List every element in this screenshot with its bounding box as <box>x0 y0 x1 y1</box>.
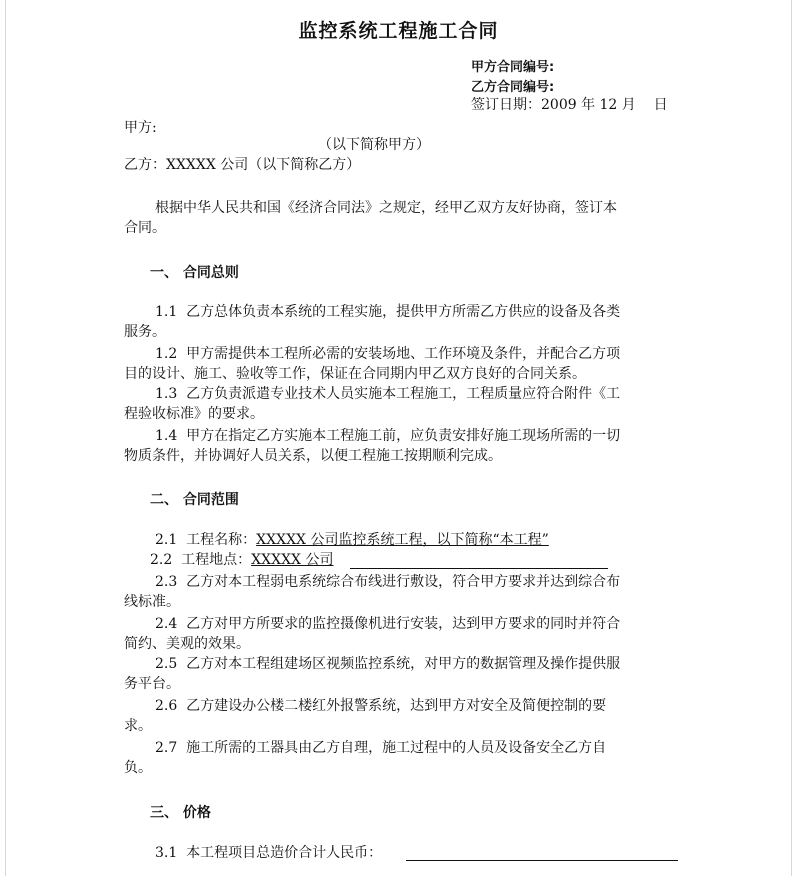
party-a-contract-no: 甲方合同编号: <box>471 60 555 75</box>
section-2-heading: 二、 合同范围 <box>150 492 239 508</box>
project-location-value: XXXXX 公司 <box>251 552 334 568</box>
preamble-line-2: 合同。 <box>124 220 166 236</box>
clause-2-6-line-2: 求。 <box>124 718 152 734</box>
clause-2-1 <box>155 531 549 549</box>
party-b-line: 乙方：XXXXX 公司（以下简称乙方） <box>124 157 361 173</box>
clause-1-1-line-2: 服务。 <box>124 324 166 340</box>
document-title: 监控系统工程施工合同 <box>298 20 499 42</box>
clause-1-4-line-1: 1.4 甲方在指定乙方实施本工程施工前，应负责安排好施工现场所需的一切 <box>155 428 621 444</box>
clause-1-3-line-2: 程验收标准》的要求。 <box>124 406 264 422</box>
project-location-underline <box>350 568 608 569</box>
clause-1-4-line-2: 物质条件，并协调好人员关系，以便工程施工按期顺利完成。 <box>124 448 502 464</box>
clause-2-5-line-2: 务平台。 <box>124 676 180 692</box>
clause-1-2-line-2: 目的设计、施工、验收等工作，保证在合同期内甲乙双方良好的合同关系。 <box>124 366 586 382</box>
clause-1-2-line-1: 1.2 甲方需提供本工程所必需的安装场地、工作环境及条件，并配合乙方项 <box>155 346 621 362</box>
section-3-heading: 三、 价格 <box>150 805 211 821</box>
sign-date: 签订日期：2009 年 12 月 日 <box>471 97 668 113</box>
party-a-line: 甲方: <box>124 120 157 136</box>
clause-2-4-line-2: 简约、美观的效果。 <box>124 636 250 652</box>
party-b-contract-no: 乙方合同编号: <box>471 80 555 95</box>
clause-2-5-line-1: 2.5 乙方对本工程组建场区视频监控系统，对甲方的数据管理及操作提供服 <box>155 656 621 672</box>
clause-2-6-line-1: 2.6 乙方建设办公楼二楼红外报警系统，达到甲方对安全及简便控制的要 <box>155 698 607 714</box>
section-1-heading: 一、 合同总则 <box>150 265 239 281</box>
clause-2-2 <box>150 551 333 569</box>
page-edge-left <box>5 0 6 876</box>
page-edge-right <box>791 0 792 876</box>
clause-2-2-label: 2.2 工程地点： <box>150 552 252 568</box>
clause-2-3-line-2: 线标准。 <box>124 594 180 610</box>
clause-2-3-line-1: 2.3 乙方对本工程弱电系统综合布线进行敷设，符合甲方要求并达到综合布 <box>155 574 621 590</box>
clause-3-1: 3.1 本工程项目总造价合计人民币： <box>155 845 383 861</box>
clause-2-7-line-2: 负。 <box>124 760 152 776</box>
clause-2-4-line-1: 2.4 乙方对甲方所要求的监控摄像机进行安装，达到甲方要求的同时并符合 <box>155 616 621 632</box>
total-price-blank <box>406 860 678 861</box>
clause-1-1-line-1: 1.1 乙方总体负责本系统的工程实施，提供甲方所需乙方供应的设备及各类 <box>155 304 621 320</box>
preamble-line-1: 根据中华人民共和国《经济合同法》之规定，经甲乙双方友好协商，签订本 <box>155 200 617 216</box>
party-a-abbr: （以下简称甲方） <box>318 137 430 153</box>
clause-2-1-label: 2.1 工程名称： <box>155 532 257 548</box>
clause-2-7-line-1: 2.7 施工所需的工器具由乙方自理，施工过程中的人员及设备安全乙方自 <box>155 740 607 756</box>
project-name-value: XXXXX 公司监控系统工程，以下简称“本工程” <box>256 532 549 548</box>
clause-1-3-line-1: 1.3 乙方负责派遣专业技术人员实施本工程施工，工程质量应符合附件《工 <box>155 386 621 402</box>
